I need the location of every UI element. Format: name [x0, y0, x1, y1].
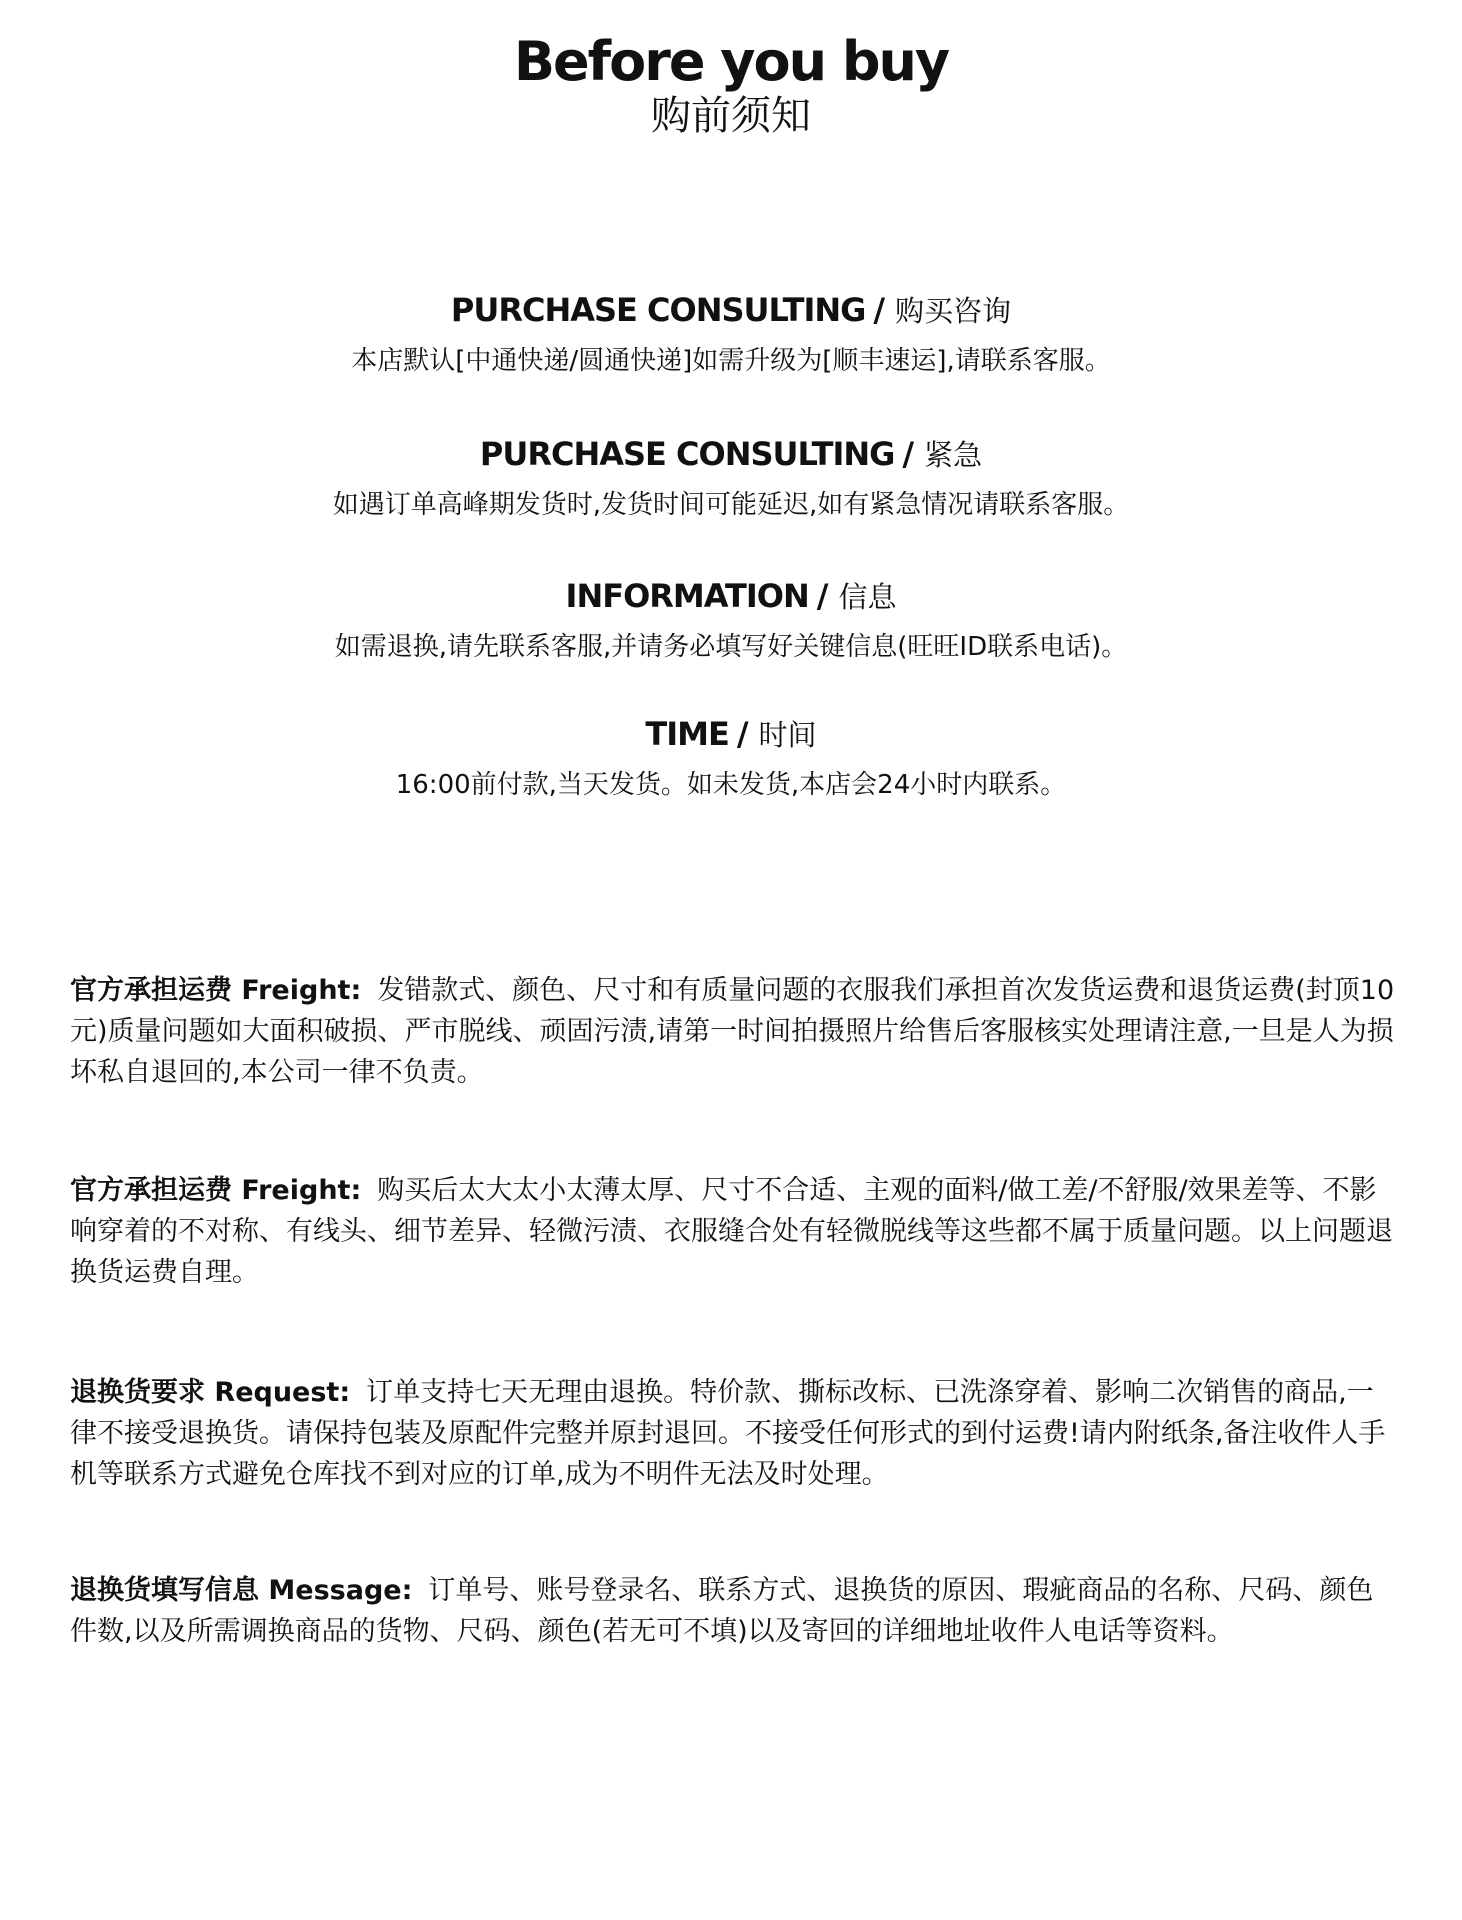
section-body: 如需退换,请先联系客服,并请务必填写好关键信息(旺旺ID联系电话)。	[334, 632, 1128, 662]
section-heading-en: INFORMATION	[565, 577, 809, 615]
section-information	[0, 576, 1462, 664]
section-heading-en: PURCHASE CONSULTING	[450, 291, 866, 329]
page-subtitle: 购前须知	[651, 93, 811, 139]
section-heading-separator: /	[902, 435, 915, 473]
section-heading-cn: 时间	[758, 718, 817, 752]
policy-return-message	[70, 1570, 1400, 1652]
policy-freight-quality	[70, 970, 1400, 1093]
section-body: 本店默认[中通快递/圆通快递]如需升级为[顺丰速运],请联系客服。	[351, 346, 1111, 376]
policy-label: 退换货要求 Request:	[70, 1377, 351, 1408]
section-heading	[0, 434, 1462, 474]
policy-text: 订单支持七天无理由退换。特价款、撕标改标、已洗涤穿着、影响二次销售的商品,一律不接受退换货。请保持包装及原配件完整并原封退回。不接受任何形式的到付运费!请内附纸条,备注收件人手机等联系方式避免仓库找不到对应的订单,成为不明件无法及时处理。	[70, 1377, 1386, 1490]
section-heading-en: PURCHASE CONSULTING	[479, 435, 895, 473]
policy-label: 退换货填写信息 Message:	[70, 1575, 413, 1606]
policy-freight-not-quality	[70, 1170, 1400, 1293]
policy-return-request	[70, 1372, 1400, 1495]
section-heading-cn: 购买咨询	[895, 294, 1012, 328]
section-heading-cn: 信息	[838, 580, 897, 614]
policy-label: 官方承担运费 Freight:	[70, 1175, 362, 1206]
section-heading-cn: 紧急	[924, 438, 983, 472]
policy-label: 官方承担运费 Freight:	[70, 975, 362, 1006]
section-time	[0, 714, 1462, 802]
section-body: 如遇订单高峰期发货时,发货时间可能延迟,如有紧急情况请联系客服。	[332, 490, 1130, 520]
section-urgent	[0, 434, 1462, 522]
section-heading	[0, 290, 1462, 330]
section-purchase-consulting	[0, 290, 1462, 378]
section-heading-separator: /	[736, 715, 749, 753]
section-heading	[0, 576, 1462, 616]
policy-text: 发错款式、颜色、尺寸和有质量问题的衣服我们承担首次发货运费和退货运费(封顶10元)质量问题如大面积破损、严市脱线、顽固污渍,请第一时间拍摄照片给售后客服核实处理请注意,一旦是人为损坏私自退回的,本公司一律不负责。	[70, 975, 1395, 1088]
section-heading-separator: /	[816, 577, 829, 615]
page-title: Before you buy	[513, 30, 949, 93]
section-heading	[0, 714, 1462, 754]
section-heading-separator: /	[873, 291, 886, 329]
section-heading-en: TIME	[645, 715, 729, 753]
policy-text: 购买后太大太小太薄太厚、尺寸不合适、主观的面料/做工差/不舒服/效果差等、不影响穿着的不对称、有线头、细节差异、轻微污渍、衣服缝合处有轻微脱线等这些都不属于质量问题。以上问题退换货运费自理。	[70, 1175, 1393, 1288]
policy-text: 订单号、账号登录名、联系方式、退换货的原因、瑕疵商品的名称、尺码、颜色件数,以及所需调换商品的货物、尺码、颜色(若无可不填)以及寄回的详细地址收件人电话等资料。	[70, 1575, 1374, 1647]
section-body: 16:00前付款,当天发货。如未发货,本店会24小时内联系。	[395, 770, 1067, 800]
